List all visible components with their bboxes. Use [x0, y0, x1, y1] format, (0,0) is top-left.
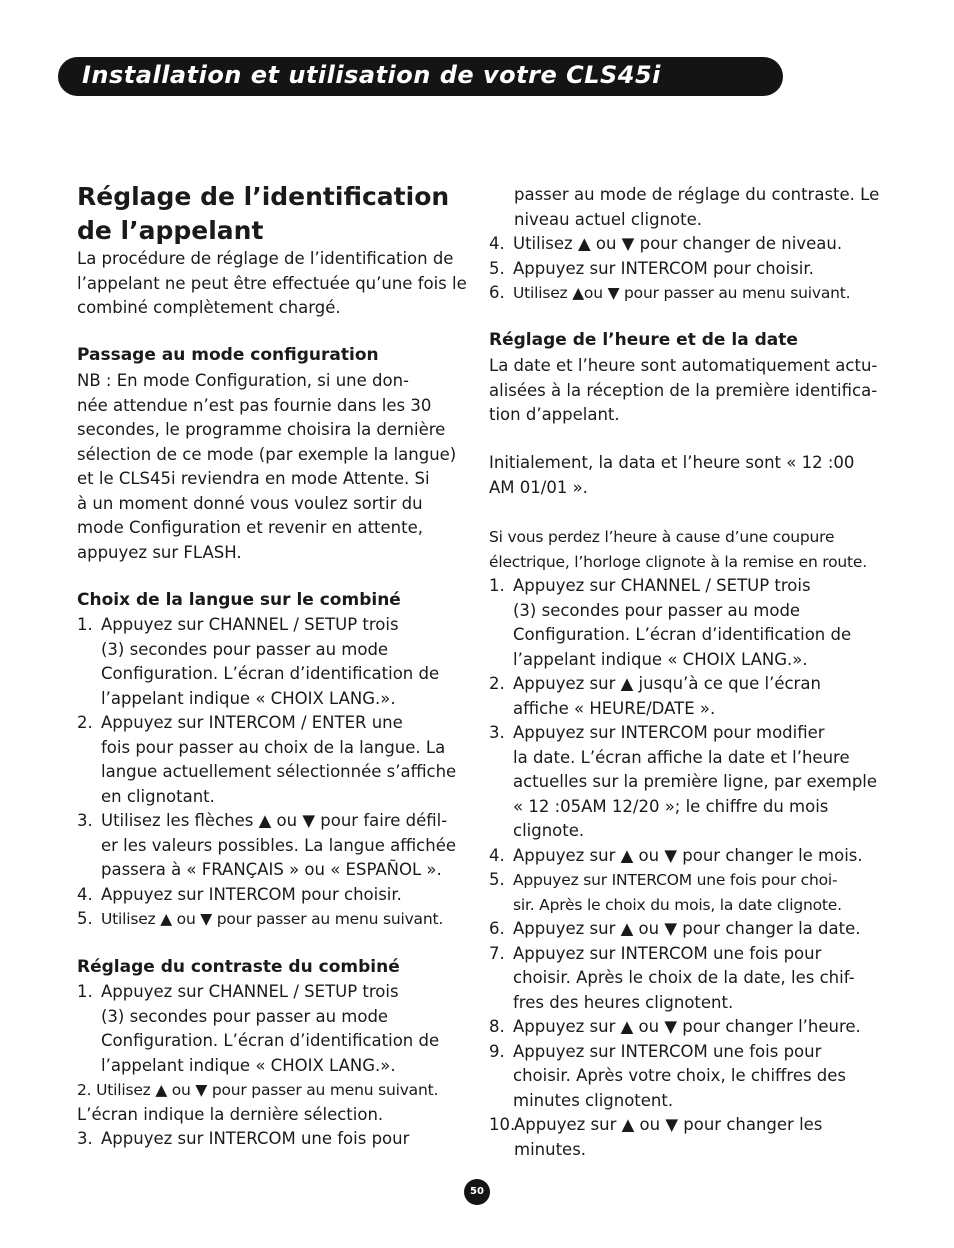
config-line: à un moment donné vous voulez sortir du	[77, 493, 423, 513]
datetime-item-line: (3) secondes pour passer au mode	[513, 600, 801, 620]
contrast-item-line: Utilisez ▲ou ▼ pour passer au menu suivant.	[513, 284, 851, 302]
config-line: née attendue n’est pas fournie dans les 30	[77, 395, 432, 415]
datetime-item-line: Appuyez sur ▲ jusqu’à ce que l’écran	[513, 674, 821, 693]
contrast-item-line: Configuration. L’écran d’identification de	[101, 1031, 440, 1050]
language-item-line: langue actuellement sélectionnée s’affiche	[101, 762, 457, 781]
datetime-item-line: Configuration. L’écran d’identification de	[513, 625, 852, 644]
intro-line: La procédure de réglage de l’identification de	[77, 249, 454, 268]
config-line: secondes, le programme choisira la dernière	[77, 420, 446, 439]
language-item-line: l’appelant indique « CHOIX LANG.».	[101, 688, 396, 708]
language-item-line: en clignotant.	[101, 786, 215, 806]
datetime-item-line: Appuyez sur ▲ ou ▼ pour changer le mois.	[513, 845, 863, 865]
datetime-item-line: minutes clignotent.	[513, 1090, 674, 1110]
list-item-number: 8.	[489, 1017, 505, 1036]
datetime-p3-line: Si vous perdez l’heure à cause d’une coupure	[489, 528, 835, 546]
language-item-line: Appuyez sur INTERCOM / ENTER une	[101, 713, 403, 732]
datetime-p1-line: alisées à la réception de la première identifica-	[489, 380, 878, 400]
datetime-item-line: actuelles sur la première ligne, par exemple	[513, 772, 878, 791]
datetime-item-line: choisir. Après le choix de la date, les chif-	[513, 968, 855, 987]
datetime-heading: Réglage de l’heure et de la date	[489, 330, 798, 350]
language-item-line: Appuyez sur INTERCOM pour choisir.	[101, 884, 402, 904]
datetime-p2-line: Initialement, la data et l’heure sont « 12 :00	[489, 453, 855, 472]
config-line: mode Configuration et revenir en attente,	[77, 518, 423, 537]
datetime-p3-line: électrique, l’horloge clignote à la remise en route.	[489, 552, 867, 571]
datetime-p2-line: AM 01/01 ».	[489, 477, 588, 497]
config-heading: Passage au mode configuration	[77, 345, 379, 365]
datetime-item-line: Appuyez sur INTERCOM une fois pour	[513, 943, 822, 963]
contrast-item-2: 2. Utilisez ▲ ou ▼ pour passer au menu suivant.	[77, 1081, 439, 1099]
list-item-number: 3.	[489, 723, 505, 742]
contrast-heading: Réglage du contraste du combiné	[77, 957, 400, 977]
intro-line: l’appelant ne peut être effectuée qu’une fois le	[77, 273, 467, 293]
datetime-item-line: Appuyez sur INTERCOM pour modifier	[513, 723, 825, 742]
contrast-item-line: l’appelant indique « CHOIX LANG.».	[101, 1055, 396, 1075]
datetime-item-line: Appuyez sur CHANNEL / SETUP trois	[513, 576, 811, 595]
language-item-line: Appuyez sur CHANNEL / SETUP trois	[101, 615, 399, 634]
datetime-item-line: la date. L’écran affiche la date et l’heure	[513, 747, 850, 767]
list-item-number: 1.	[77, 982, 93, 1001]
list-item-number: 9.	[489, 1041, 505, 1061]
datetime-item-line: sir. Après le choix du mois, la date clignote.	[513, 895, 842, 914]
datetime-item-line: Appuyez sur INTERCOM une fois pour	[513, 1041, 822, 1061]
contrast-item-line: (3) secondes pour passer au mode	[101, 1006, 389, 1026]
header-banner	[58, 57, 783, 96]
page-title	[77, 180, 477, 248]
language-item-line: (3) secondes pour passer au mode	[101, 639, 389, 659]
language-item-line: Configuration. L’écran d’identification de	[101, 664, 440, 683]
list-item-number: 2.	[77, 713, 93, 732]
language-heading: Choix de la langue sur le combiné	[77, 590, 401, 610]
contrast-item-line: Appuyez sur CHANNEL / SETUP trois	[101, 982, 399, 1001]
datetime-item-line: fres des heures clignotent.	[513, 992, 734, 1012]
language-item-line: Utilisez les flèches ▲ ou ▼ pour faire défil-	[101, 811, 448, 830]
datetime-item-line: clignote.	[513, 821, 585, 840]
list-item-number: 4.	[489, 845, 505, 865]
datetime-item-line: l’appelant indique « CHOIX LANG.».	[513, 649, 808, 669]
config-line: et le CLS45i reviendra en mode Attente. Si	[77, 469, 430, 488]
contrast-item-line: Utilisez ▲ ou ▼ pour changer de niveau.	[513, 234, 843, 253]
page-number: 50	[464, 1179, 490, 1205]
config-line: appuyez sur FLASH.	[77, 542, 242, 562]
datetime-p1-line: tion d’appelant.	[489, 405, 620, 424]
contrast-item-line: passer au mode de réglage du contraste. Le	[514, 185, 880, 204]
datetime-item-line: Appuyez sur ▲ ou ▼ pour changer l’heure.	[513, 1017, 861, 1036]
list-item-number: 1.	[77, 615, 93, 634]
list-item-number: 2.	[489, 674, 505, 693]
intro-line: combiné complètement chargé.	[77, 298, 341, 317]
datetime-item-line: Appuyez sur ▲ ou ▼ pour changer la date.	[513, 919, 861, 938]
language-item-line: er les valeurs possibles. La langue affichée	[101, 835, 457, 855]
datetime-item-line: choisir. Après votre choix, le chiffres des	[513, 1066, 847, 1085]
list-item-number: 10.	[489, 1115, 516, 1134]
language-item-line: fois pour passer au choix de la langue. La	[101, 737, 446, 757]
banner-title: Installation et utilisation de votre CLS45i	[82, 61, 661, 89]
datetime-item-line: affiche « HEURE/DATE ».	[513, 698, 716, 718]
list-item-number: 6.	[489, 283, 505, 302]
contrast-note: L’écran indique la dernière sélection.	[77, 1104, 384, 1124]
datetime-item-line: Appuyez sur INTERCOM une fois pour choi-	[513, 871, 838, 889]
contrast-item-line: Appuyez sur INTERCOM une fois pour	[101, 1129, 410, 1148]
list-item-number: 4.	[489, 234, 505, 253]
contrast-item-line: niveau actuel clignote.	[514, 209, 702, 229]
contrast-item-line: Appuyez sur INTERCOM pour choisir.	[513, 258, 814, 278]
list-item-number: 6.	[489, 919, 505, 938]
list-item-number: 4.	[77, 884, 93, 904]
list-item-number: 3.	[77, 1129, 93, 1148]
config-line: NB : En mode Configuration, si une don-	[77, 371, 409, 390]
list-item-number: 5.	[489, 870, 505, 889]
config-line: sélection de ce mode (par exemple la langue)	[77, 444, 457, 464]
title-line-1: Réglage de l’identification	[77, 182, 450, 211]
list-item-number: 5.	[77, 909, 93, 928]
datetime-item-line: Appuyez sur ▲ ou ▼ pour changer les	[514, 1115, 823, 1134]
list-item-number: 1.	[489, 576, 505, 595]
datetime-p1-line: La date et l’heure sont automatiquement actu-	[489, 356, 878, 375]
datetime-item-line: minutes.	[514, 1139, 587, 1159]
list-item-number: 7.	[489, 943, 505, 963]
language-item-line: Utilisez ▲ ou ▼ pour passer au menu suivant.	[101, 910, 444, 928]
title-line-2: de l’appelant	[77, 216, 264, 245]
list-item-number: 5.	[489, 258, 505, 278]
datetime-item-line: « 12 :05AM 12/20 »; le chiffre du mois	[513, 796, 829, 816]
language-item-line: passera à « FRANÇAIS » ou « ESPAÑOL ».	[101, 860, 442, 879]
list-item-number: 3.	[77, 811, 93, 830]
